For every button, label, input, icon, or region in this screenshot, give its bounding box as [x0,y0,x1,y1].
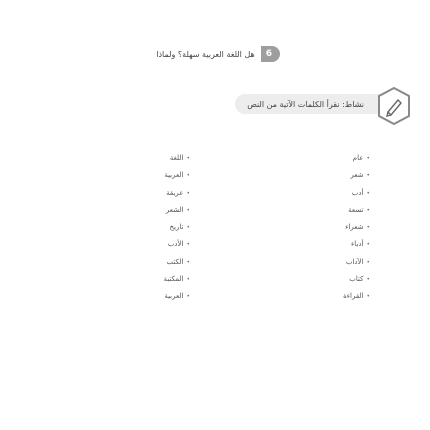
word-text: تسعة [348,205,364,214]
word-item [30,202,190,219]
word-item [30,167,190,184]
word-item [210,202,370,219]
word-item [210,288,370,305]
bullet-icon: • [366,293,370,301]
word-list-left [30,150,190,306]
word-item [30,288,190,305]
word-text: الشعر [165,205,184,214]
bullet-icon: • [186,258,190,266]
bullet-icon: • [186,172,190,180]
word-item [30,185,190,202]
bullet-icon: • [186,224,190,232]
word-item [210,254,370,271]
bullet-icon: • [366,155,370,162]
word-text: كتاب [349,275,364,284]
bullet-icon: • [186,206,190,214]
word-item [210,271,370,288]
word-item [210,150,370,167]
word-text: تاريخ [169,223,184,232]
word-text: العربية [164,292,184,301]
word-text: عريقة [166,188,184,197]
bullet-icon: • [366,276,370,284]
word-item [210,185,370,202]
question-number-badge: 6 [261,46,280,62]
word-text: شعر [350,171,364,180]
bullet-icon: • [186,276,190,284]
activity-text: نشاط: نقرأ الكلمات الآتية من النص [247,99,364,109]
activity-header [40,86,412,126]
word-text: أدباء [351,240,364,249]
word-text: عام [352,154,364,162]
word-text: أدب [351,188,364,197]
word-text: شعراء [345,223,364,232]
word-text: العربية [164,171,184,180]
bullet-icon: • [366,172,370,180]
word-text: اللغة [169,154,184,162]
word-item [30,236,190,253]
word-item [30,219,190,236]
question-header [156,46,280,62]
bullet-icon: • [186,155,190,162]
word-item [210,236,370,253]
bullet-icon: • [366,241,370,249]
word-item [30,150,190,167]
activity-bar [235,94,390,114]
bullet-icon: • [366,206,370,214]
word-item [210,219,370,236]
bullet-icon: • [186,241,190,249]
word-text: الآداب [345,257,364,266]
bullet-icon: • [366,258,370,266]
word-text: المكتبة [163,275,184,284]
word-item [210,167,370,184]
word-item [30,254,190,271]
activity-hexagon-icon [376,86,412,126]
word-text: الكتب [166,257,184,266]
word-item [30,271,190,288]
word-text: القراءة [343,292,364,301]
bullet-icon: • [366,224,370,232]
bullet-icon: • [186,293,190,301]
bullet-icon: • [366,189,370,197]
question-text: هل اللغة العربية سهلة؟ ولماذا [156,49,255,59]
word-text: الأدب [167,240,184,249]
word-list-right [210,150,370,306]
bullet-icon: • [186,189,190,197]
